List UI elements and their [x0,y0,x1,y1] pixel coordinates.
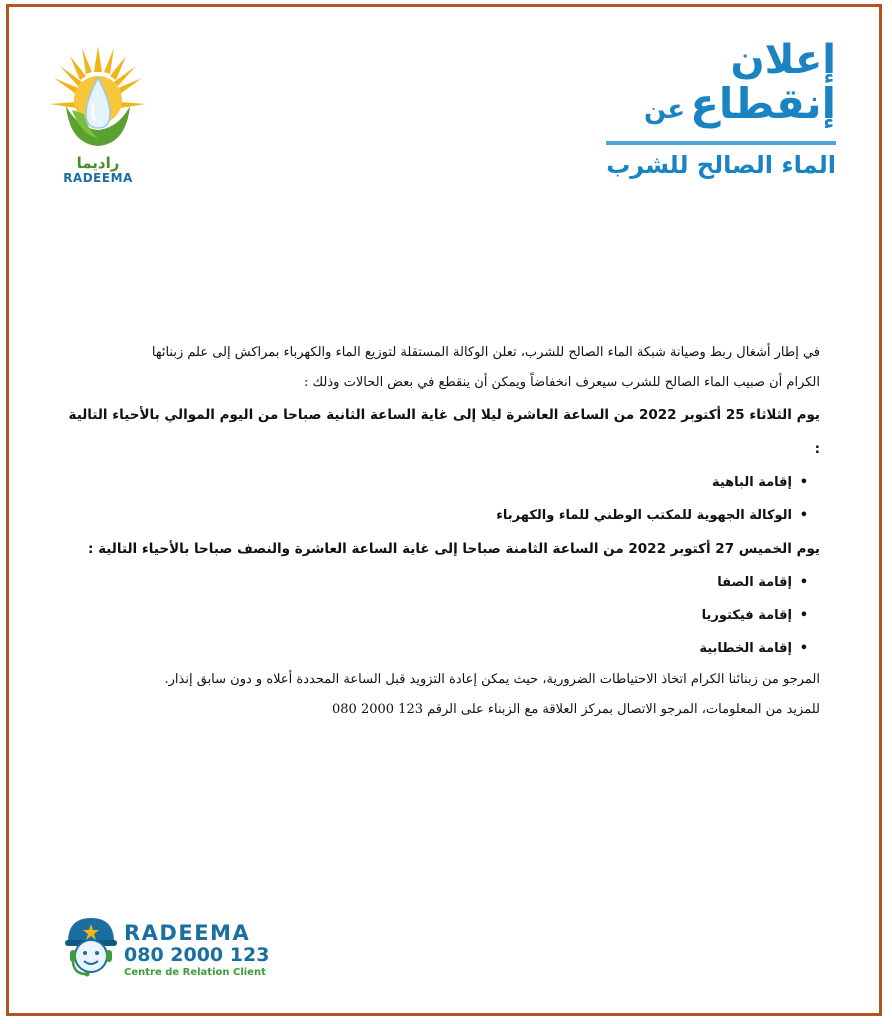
schedule-1-areas [60,466,820,532]
radeema-logo [48,44,148,184]
heading-interruption: إنقطاع [690,79,836,128]
footer-subtitle: Centre de Relation Client [124,967,266,978]
heading-divider [606,141,836,145]
mascot-headset-icon [60,912,122,982]
heading-drinking-water: الماء الصالح للشرب [606,151,836,179]
intro-line-2: الكرام أن صبيب الماء الصالح للشرب سيعرف انخفاضاً ويمكن أن ينقطع في بعض الحالات وذلك : [303,375,820,390]
announcement-body [60,338,820,725]
list-item: • إقامة الخطابية [60,632,792,665]
list-item: • إقامة الباهية [60,466,792,499]
schedule-2-areas [60,566,820,665]
logo-arabic-name: راديما [76,154,120,172]
precautions-text: المرجو من زبنائنا الكرام اتخاذ الاحتياطات الضرورية، حيث يمكن إعادة التزويد قبل الساعة المحددة أعلاه و دون سابق إنذار. [164,672,820,687]
customer-relation-logo [60,912,300,982]
heading-interruption-row [606,79,836,135]
logo-latin-name: RADEEMA [63,171,133,185]
contact-text: للمزيد من المعلومات، المرجو الاتصال بمركز العلاقة مع الزبناء على الرقم 123 2000 080 [331,702,820,717]
list-item: • إقامة الصفا [60,566,792,599]
schedule-1-text: يوم الثلاثاء 25 أكتوبر 2022 من الساعة العاشرة ليلا إلى غاية الساعة الثانية صباحا من اليوم الموالي بالأحياء التالية : [68,407,820,457]
footer-brand: RADEEMA [124,921,251,945]
announcement-heading [606,37,836,183]
customer-relation-text [124,922,269,980]
heading-about: عن [643,95,686,125]
sun-drop-leaf-icon [48,44,148,154]
footer-phone: 080 2000 123 [124,944,270,966]
list-item: • إقامة فيكتوريا [60,599,792,632]
list-item: • الوكالة الجهوية للمكتب الوطني للماء والكهرباء [60,499,792,532]
heading-announcement: إعلان [730,37,836,83]
intro-line-1: في إطار أشغال ربط وصيانة شبكة الماء الصالح للشرب، تعلن الوكالة المستقلة لتوزيع الماء والكهرباء بمراكش إلى علم زبنائها [151,345,820,360]
schedule-2-text: يوم الخميس 27 أكتوبر 2022 من الساعة الثامنة صباحا إلى غاية الساعة العاشرة والنصف صباحا بالأحياء التالية : [88,541,820,557]
